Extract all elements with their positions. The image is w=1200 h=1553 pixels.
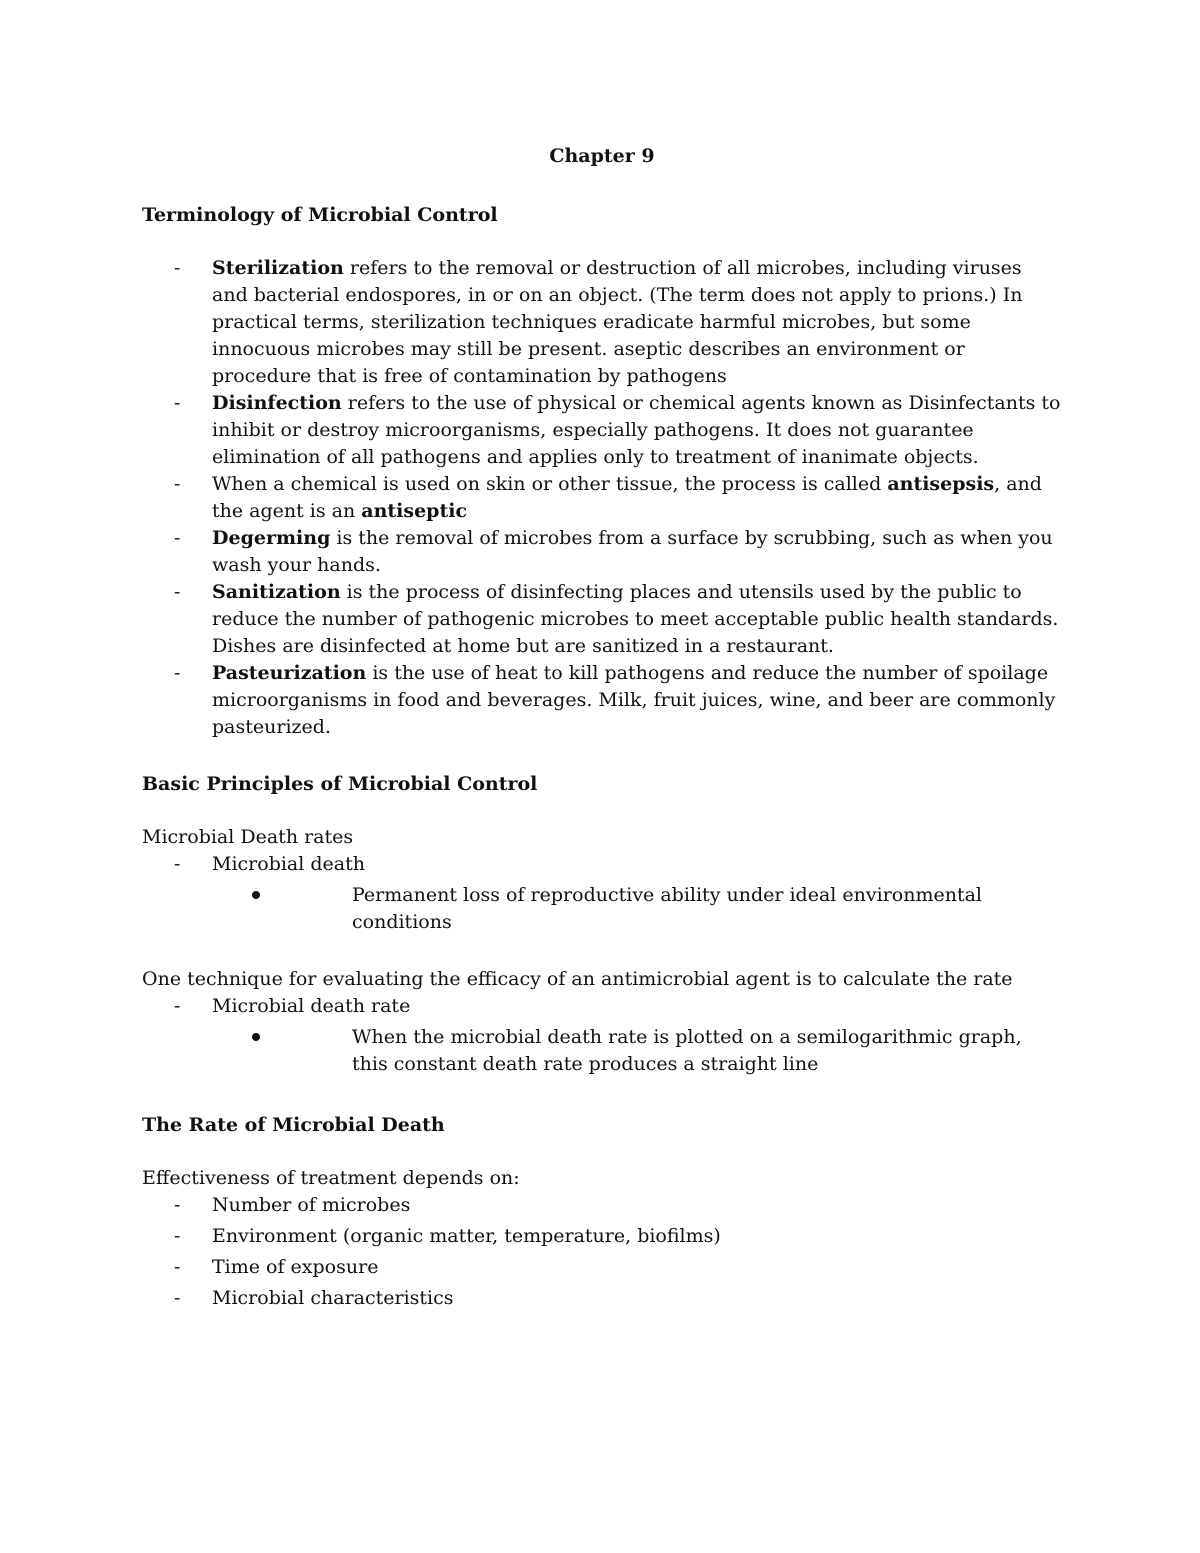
definition-text: refers to the removal or destruction of all microbes, including viruses and bacterial endospores, in or on an object. (The term does not apply to prions.) In practical terms, sterilization techniques eradicate harmful microbes, but some innocuous microbes may still be present. aseptic describes an environment or procedure that is free of contamination by pathogens (212, 257, 1023, 387)
term-degerming: Degerming (212, 527, 331, 549)
paragraph-efficacy: One technique for evaluating the efficacy of an antimicrobial agent is to calculate the rate (142, 968, 1013, 990)
term-sanitization: Sanitization (212, 581, 341, 603)
list-item-sanitization (142, 579, 1062, 660)
list-item-text: Microbial death rate (212, 995, 411, 1017)
efficacy-list (142, 993, 1062, 1078)
list-item-sterilization (142, 255, 1062, 390)
term-antiseptic: antiseptic (361, 500, 468, 522)
term-disinfection: Disinfection (212, 392, 342, 414)
term-antisepsis: antisepsis (887, 473, 995, 495)
sub-bullet-list (212, 1024, 1062, 1078)
list-item-pasteurization (142, 660, 1062, 741)
list-item-death-rate (142, 993, 1062, 1078)
definition-text: is the removal of microbes from a surface by scrubbing, such as when you wash your hands. (212, 527, 1053, 576)
section-heading-basic-principles: Basic Principles of Microbial Control (142, 773, 538, 795)
list-item-microbial-death (142, 851, 1062, 936)
paragraph-effectiveness: Effectiveness of treatment depends on: (142, 1167, 520, 1189)
definition-text: is the use of heat to kill pathogens and reduce the number of spoilage microorganisms in food and beverages. Milk, fruit juices, wine, and beer are commonly pasteurized. (212, 662, 1056, 738)
section-heading-rate-of-death: The Rate of Microbial Death (142, 1114, 445, 1136)
sub-bullet-item (212, 1024, 1062, 1078)
term-pasteurization: Pasteurization (212, 662, 367, 684)
term-sterilization: Sterilization (212, 257, 344, 279)
list-item-text: Microbial death (212, 853, 365, 875)
list-item-factor: - Number of microbes (142, 1192, 1062, 1219)
list-item-factor: - Environment (organic matter, temperature, biofilms) (142, 1223, 1062, 1250)
list-item-factor: - Microbial characteristics (142, 1285, 1062, 1312)
list-item-factor: - Time of exposure (142, 1254, 1062, 1281)
factors-list (142, 1192, 1062, 1312)
definition-text: is the process of disinfecting places and utensils used by the public to reduce the number of pathogenic microbes to meet acceptable public health standards. Dishes are disinfected at home but are sanitized in a restaurant. (212, 581, 1059, 657)
terminology-list (142, 255, 1062, 741)
bullet-text: Permanent loss of reproductive ability under ideal environmental conditions (352, 884, 982, 933)
bullet-text: When the microbial death rate is plotted on a semilogarithmic graph, this constant death rate produces a straight line (352, 1026, 1022, 1075)
sub-bullet-list (212, 882, 1062, 936)
paragraph-death-rates: Microbial Death rates (142, 826, 354, 848)
list-item-degerming (142, 525, 1062, 579)
list-item-disinfection (142, 390, 1062, 471)
list-item-antisepsis (142, 471, 1062, 525)
page-title: Chapter 9 (549, 145, 655, 167)
document-page (142, 143, 1062, 1316)
definition-text: When a chemical is used on skin or other tissue, the process is called (212, 473, 888, 495)
sub-bullet-item (212, 882, 1062, 936)
death-rates-list (142, 851, 1062, 936)
section-heading-terminology: Terminology of Microbial Control (142, 204, 498, 226)
definition-text: , and the agent is an (212, 473, 1042, 522)
definition-text: refers to the use of physical or chemical agents known as Disinfectants to inhibit or destroy microorganisms, especially pathogens. It does not guarantee elimination of all pathogens and applies only to treatment of inanimate objects. (212, 392, 1061, 468)
